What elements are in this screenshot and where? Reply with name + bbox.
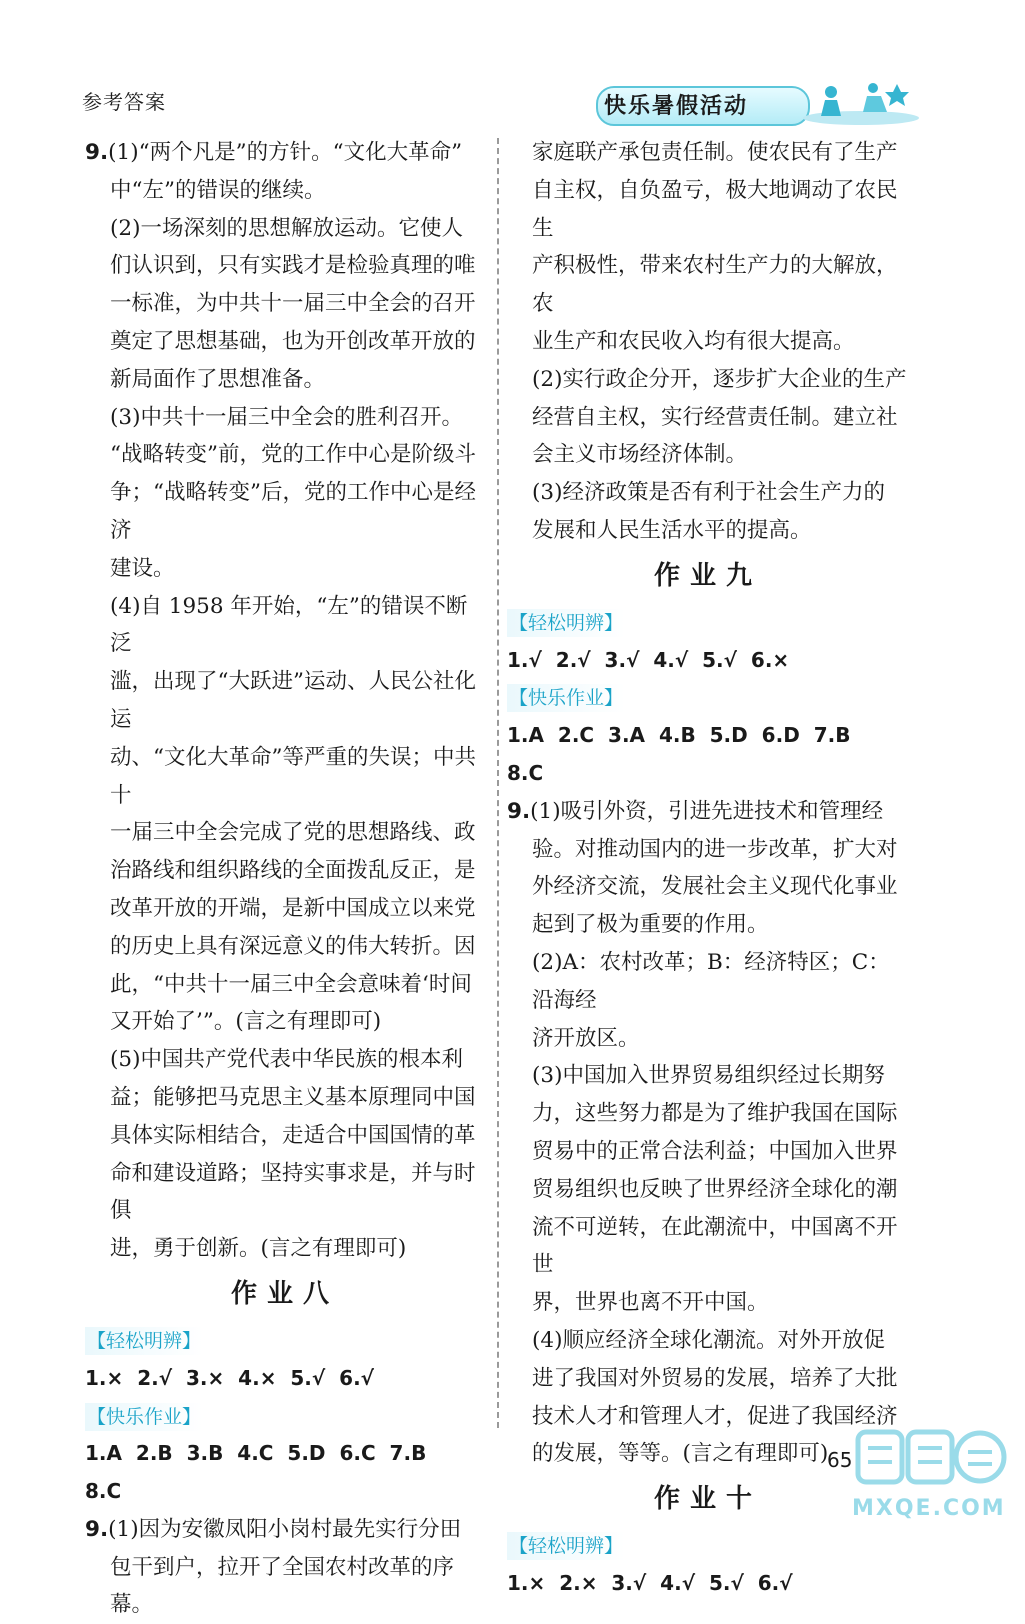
text-line: 此，“中共十一届三中全会意味着‘时间	[110, 971, 472, 997]
answer-row: 1.√ 2.√ 3.√ 4.√ 5.√ 6.×	[507, 647, 790, 672]
answer-row: 1.× 2.× 3.√ 4.√ 5.√ 6.√	[507, 1570, 793, 1595]
answer-stamp-icon	[852, 1418, 1012, 1498]
section-title-hw9: 作业九	[653, 560, 762, 591]
text-line: 外经济交流，发展社会主义现代化事业	[532, 874, 898, 900]
answer-row: 1.A 2.B 3.B 4.C 5.D 6.C 7.B	[85, 1441, 427, 1466]
text-line: 中“左”的错误的继续。	[110, 177, 326, 203]
text-line: 会主义市场经济体制。	[532, 442, 748, 468]
tag-easy-judge: 【轻松明辨】	[507, 1532, 625, 1560]
text-line: (1)因为安徽凤阳小岗村最先实行分田	[108, 1516, 462, 1542]
text-line: (3)中共十一届三中全会的胜利召开。	[110, 404, 463, 430]
question-9-hw8	[85, 1511, 485, 1624]
watermark-logo	[852, 1418, 1012, 1528]
text-line: 验。对推动国内的进一步改革，扩大对	[532, 836, 898, 862]
text-line: (1)吸引外资，引进先进技术和管理经	[530, 798, 884, 824]
text-line: 又开始了’”。(言之有理即可)	[110, 1009, 382, 1035]
text-line: (4)顺应经济全球化潮流。对外开放促	[532, 1327, 885, 1353]
text-line: 的发展，等等。(言之有理即可)	[532, 1441, 829, 1467]
tag-happy-homework: 【快乐作业】	[507, 684, 625, 712]
question-9-hw9	[507, 793, 909, 1473]
text-line: 贸易中的正常合法利益；中国加入世界	[532, 1138, 898, 1164]
text-line: 新局面作了思想准备。	[110, 366, 326, 392]
text-line: 家庭联产承包责任制。使农民有了生产	[532, 140, 898, 165]
text-line: 产积极性，带来农村生产力的大解放，农	[532, 253, 898, 317]
text-line: 动、“文化大革命”等严重的失误；中共十	[110, 744, 476, 808]
column-divider	[497, 138, 499, 1428]
text-line: (2)实行政企分开，逐步扩大企业的生产	[532, 366, 907, 392]
text-line: (4)自 1958 年开始，“左”的错误不断泛	[110, 593, 468, 657]
text-line: 界，世界也离不开中国。	[532, 1290, 769, 1316]
header-logo	[596, 78, 926, 126]
answer-row: 1.× 2.√ 3.× 4.× 5.√ 6.√	[85, 1365, 375, 1390]
right-column	[507, 134, 909, 1603]
page-number: 65	[827, 1448, 853, 1472]
text-line: (2)A：农村改革；B：经济特区；C：沿海经	[532, 949, 890, 1013]
text-line: 治路线和组织路线的全面拨乱反正，是	[110, 858, 476, 884]
text-line: 力，这些努力都是为了维护我国在国际	[532, 1101, 898, 1127]
kids-playing-icon	[801, 78, 921, 126]
text-line: (3)经济政策是否有利于社会生产力的	[532, 480, 885, 506]
text-line: 滥，出现了“大跃进”运动、人民公社化运	[110, 669, 476, 732]
text-line: 一标准，为中共十一届三中全会的召开	[110, 291, 476, 317]
text-line: 起到了极为重要的作用。	[532, 912, 769, 938]
text-line: 建设。	[110, 555, 175, 581]
text-line: 改革开放的开端，是新中国成立以来党	[110, 895, 476, 921]
text-line: 经营自主权，实行经营责任制。建立社	[532, 404, 898, 430]
question-number: 9.	[507, 798, 531, 824]
text-line: 的历史上具有深远意义的伟大转折。因	[110, 933, 476, 959]
text-line: 技术人才和管理人才，促进了我国经济	[532, 1403, 898, 1429]
text-line: 命和建设道路；坚持实事求是，并与时俱	[110, 1160, 476, 1224]
text-line: 济开放区。	[532, 1025, 640, 1051]
answer-row: 8.C	[85, 1479, 122, 1504]
answer-row: 1.A 2.C 3.A 4.B 5.D 6.D 7.B	[507, 723, 851, 748]
text-line: “战略转变”前，党的工作中心是阶级斗	[110, 442, 476, 468]
text-line: (2)一场深刻的思想解放运动。它使人	[110, 215, 463, 241]
text-line: 具体实际相结合，走适合中国国情的革	[110, 1122, 476, 1148]
left-column	[85, 134, 485, 1624]
page-header-label: 参考答案	[82, 90, 166, 114]
question-number: 9.	[85, 1516, 109, 1542]
watermark-text: MXQE.COM	[852, 1496, 1006, 1521]
answer-row: 8.C	[507, 760, 544, 785]
tag-happy-homework: 【快乐作业】	[85, 1403, 203, 1431]
text-line: 业生产和农民收入均有很大提高。	[532, 328, 855, 354]
text-line: 们认识到，只有实践才是检验真理的唯	[110, 253, 476, 279]
text-line: (1)“两个凡是”的方针。“文化大革命”	[108, 140, 463, 165]
text-line: 进了我国对外贸易的发展，培养了大批	[532, 1365, 898, 1391]
section-title-hw10: 作业十	[653, 1484, 762, 1515]
text-line: 自主权，自负盈亏，极大地调动了农民生	[532, 177, 898, 241]
text-line: 贸易组织也反映了世界经济全球化的潮	[532, 1176, 898, 1202]
text-line: 发展和人民生活水平的提高。	[532, 517, 812, 543]
question-9	[85, 134, 485, 1268]
text-line: 奠定了思想基础，也为开创改革开放的	[110, 328, 476, 354]
text-line: 益；能够把马克思主义基本原理同中国	[110, 1084, 476, 1110]
text-line: (5)中国共产党代表中华民族的根本利	[110, 1047, 463, 1073]
text-line: 进，勇于创新。(言之有理即可)	[110, 1236, 407, 1262]
tag-easy-judge: 【轻松明辨】	[85, 1327, 203, 1355]
text-line: (3)中国加入世界贸易组织经过长期努	[532, 1063, 885, 1089]
text-line: 包干到户，拉开了全国农村改革的序幕。	[110, 1554, 455, 1618]
question-number: 9.	[85, 140, 109, 165]
text-line: 流不可逆转，在此潮流中，中国离不开世	[532, 1214, 898, 1278]
tag-easy-judge: 【轻松明辨】	[507, 609, 625, 637]
section-title-hw8: 作业八	[230, 1278, 339, 1309]
text-line: 争；“战略转变”后，党的工作中心是经济	[110, 480, 476, 543]
text-line: 一届三中全会完成了党的思想路线、政	[110, 820, 476, 846]
logo-text: 快乐暑假活动	[604, 94, 749, 119]
